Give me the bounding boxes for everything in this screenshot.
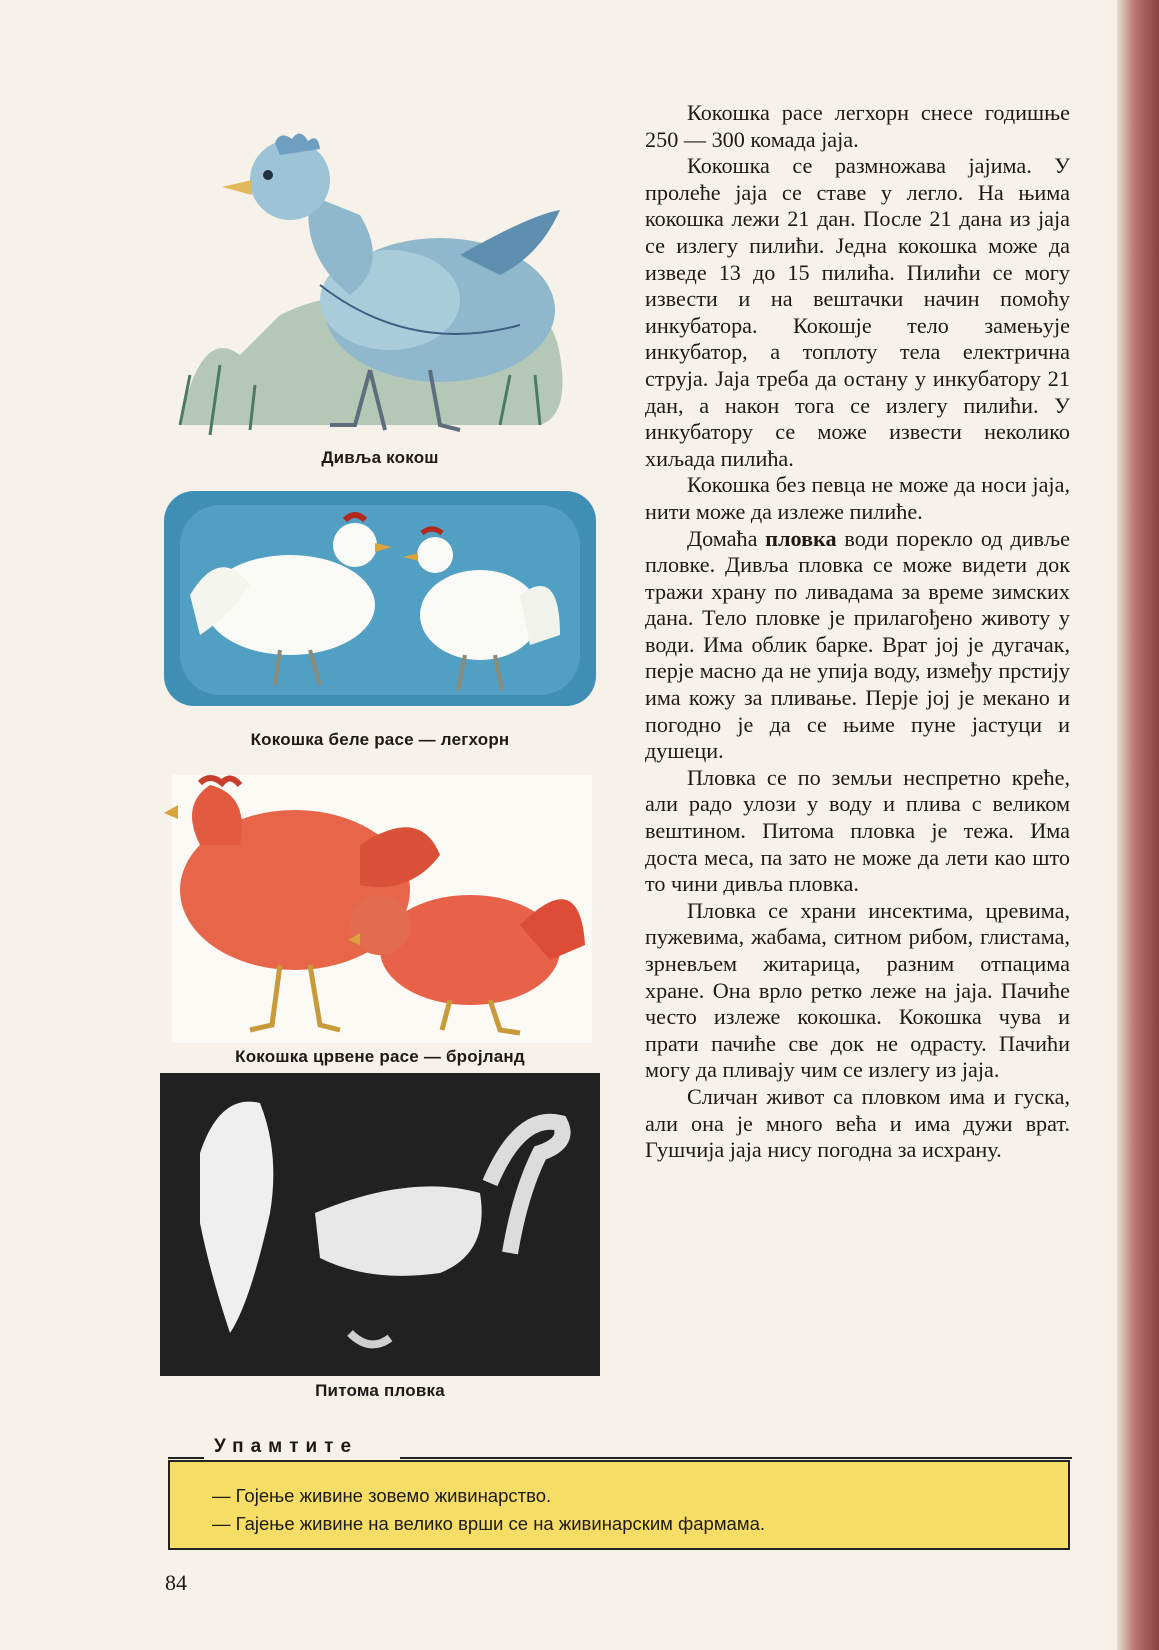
remember-rule-right bbox=[400, 1457, 1072, 1459]
body-text bbox=[645, 100, 1070, 1164]
page-number: 84 bbox=[165, 1570, 187, 1595]
paragraph-goose: Сличан живот са пловком има и гуска, али она је много већа и има дужи врат. Гушчија јаја нису погодна за исхрану. bbox=[645, 1083, 1070, 1163]
remember-box bbox=[168, 1460, 1070, 1550]
red-hen-caption: Кокошка црвене расе — бројланд bbox=[235, 1047, 525, 1066]
remember-rule-left bbox=[168, 1457, 204, 1459]
duck-pre: Домаћа bbox=[687, 525, 766, 551]
paragraph-rooster: Кокошка без певца не може да носи јаја, нити може да излеже пилиће. bbox=[645, 472, 1070, 524]
remember-item: — Гојење живине зовемо живинарство. bbox=[212, 1485, 552, 1506]
wild-hen-illustration bbox=[160, 125, 600, 455]
red-hen-illustration bbox=[160, 775, 600, 1045]
duck-term: пловка bbox=[765, 525, 837, 551]
duck-photo bbox=[160, 1073, 600, 1376]
paragraph-reproduction: Кокошка се размножава јајима. У пролеће јаја се ставе у легло. На њима кокошка лежи 21 дан. После 21 дана из јаја се излегу пилићи. Једна кокошка може да изведе 13 до 15 пилића. Пилићи се могу извести и на вештачки начин помоћу инкубатора. Кокошје тело замењује инкубатор, а топлоту тела електрична струја. Јаја треба да остану у инкубатору 21 дан, а након тога се излегу пилићи. У инкубатору се може извести неколико хиљада пилића. bbox=[645, 153, 1070, 471]
remember-item: — Гајење живине на велико врши се на живинарским фармама. bbox=[212, 1513, 765, 1534]
paragraph-duck-food: Пловка се храни инсектима, цревима, пужевима, жабама, ситном рибом, глистама, зрневљем житарица, разним отпацима хране. Она врло ретко леже на јаја. Пачиће често излеже кокошка. Кокошка чува и прати пачиће све док не одрасту. Пачићи могу да пливају чим се излегу из јаја. bbox=[645, 897, 1070, 1083]
paragraph-duck-movement: Пловка се по земљи неспретно креће, али радо улози у воду и плива с великом вештином. Питома пловка је тежа. Има доста меса, па зато не може да лети као што то чини дивља пловка. bbox=[645, 764, 1070, 897]
paragraph-leghorn: Кокошка расе легхорн снесе годишње 250 — 300 комада јаја. bbox=[645, 100, 1070, 152]
duck-post: води порекло од дивље пловке. Дивља пловка се може видети док тражи храну по ливадама за време зимских дана. Тело пловке је прилагођено животу у води. Има облик барке. Врат јој је дугачак, перје масно да не упија воду, између прстију има кожу за пливање. Перје јој је мекано и погодно је да се њиме пуне јастуци и душеци. bbox=[645, 525, 1070, 764]
paragraph-duck-origin bbox=[645, 526, 1070, 765]
page-edge bbox=[1117, 0, 1159, 1650]
remember-heading: Упамтите bbox=[214, 1436, 359, 1457]
white-hen-illustration bbox=[160, 485, 600, 720]
white-hen-caption: Кокошка беле расе — легхорн bbox=[250, 730, 510, 749]
wild-hen-caption: Дивља кокош bbox=[321, 448, 439, 467]
duck-caption: Питома пловка bbox=[315, 1381, 445, 1400]
